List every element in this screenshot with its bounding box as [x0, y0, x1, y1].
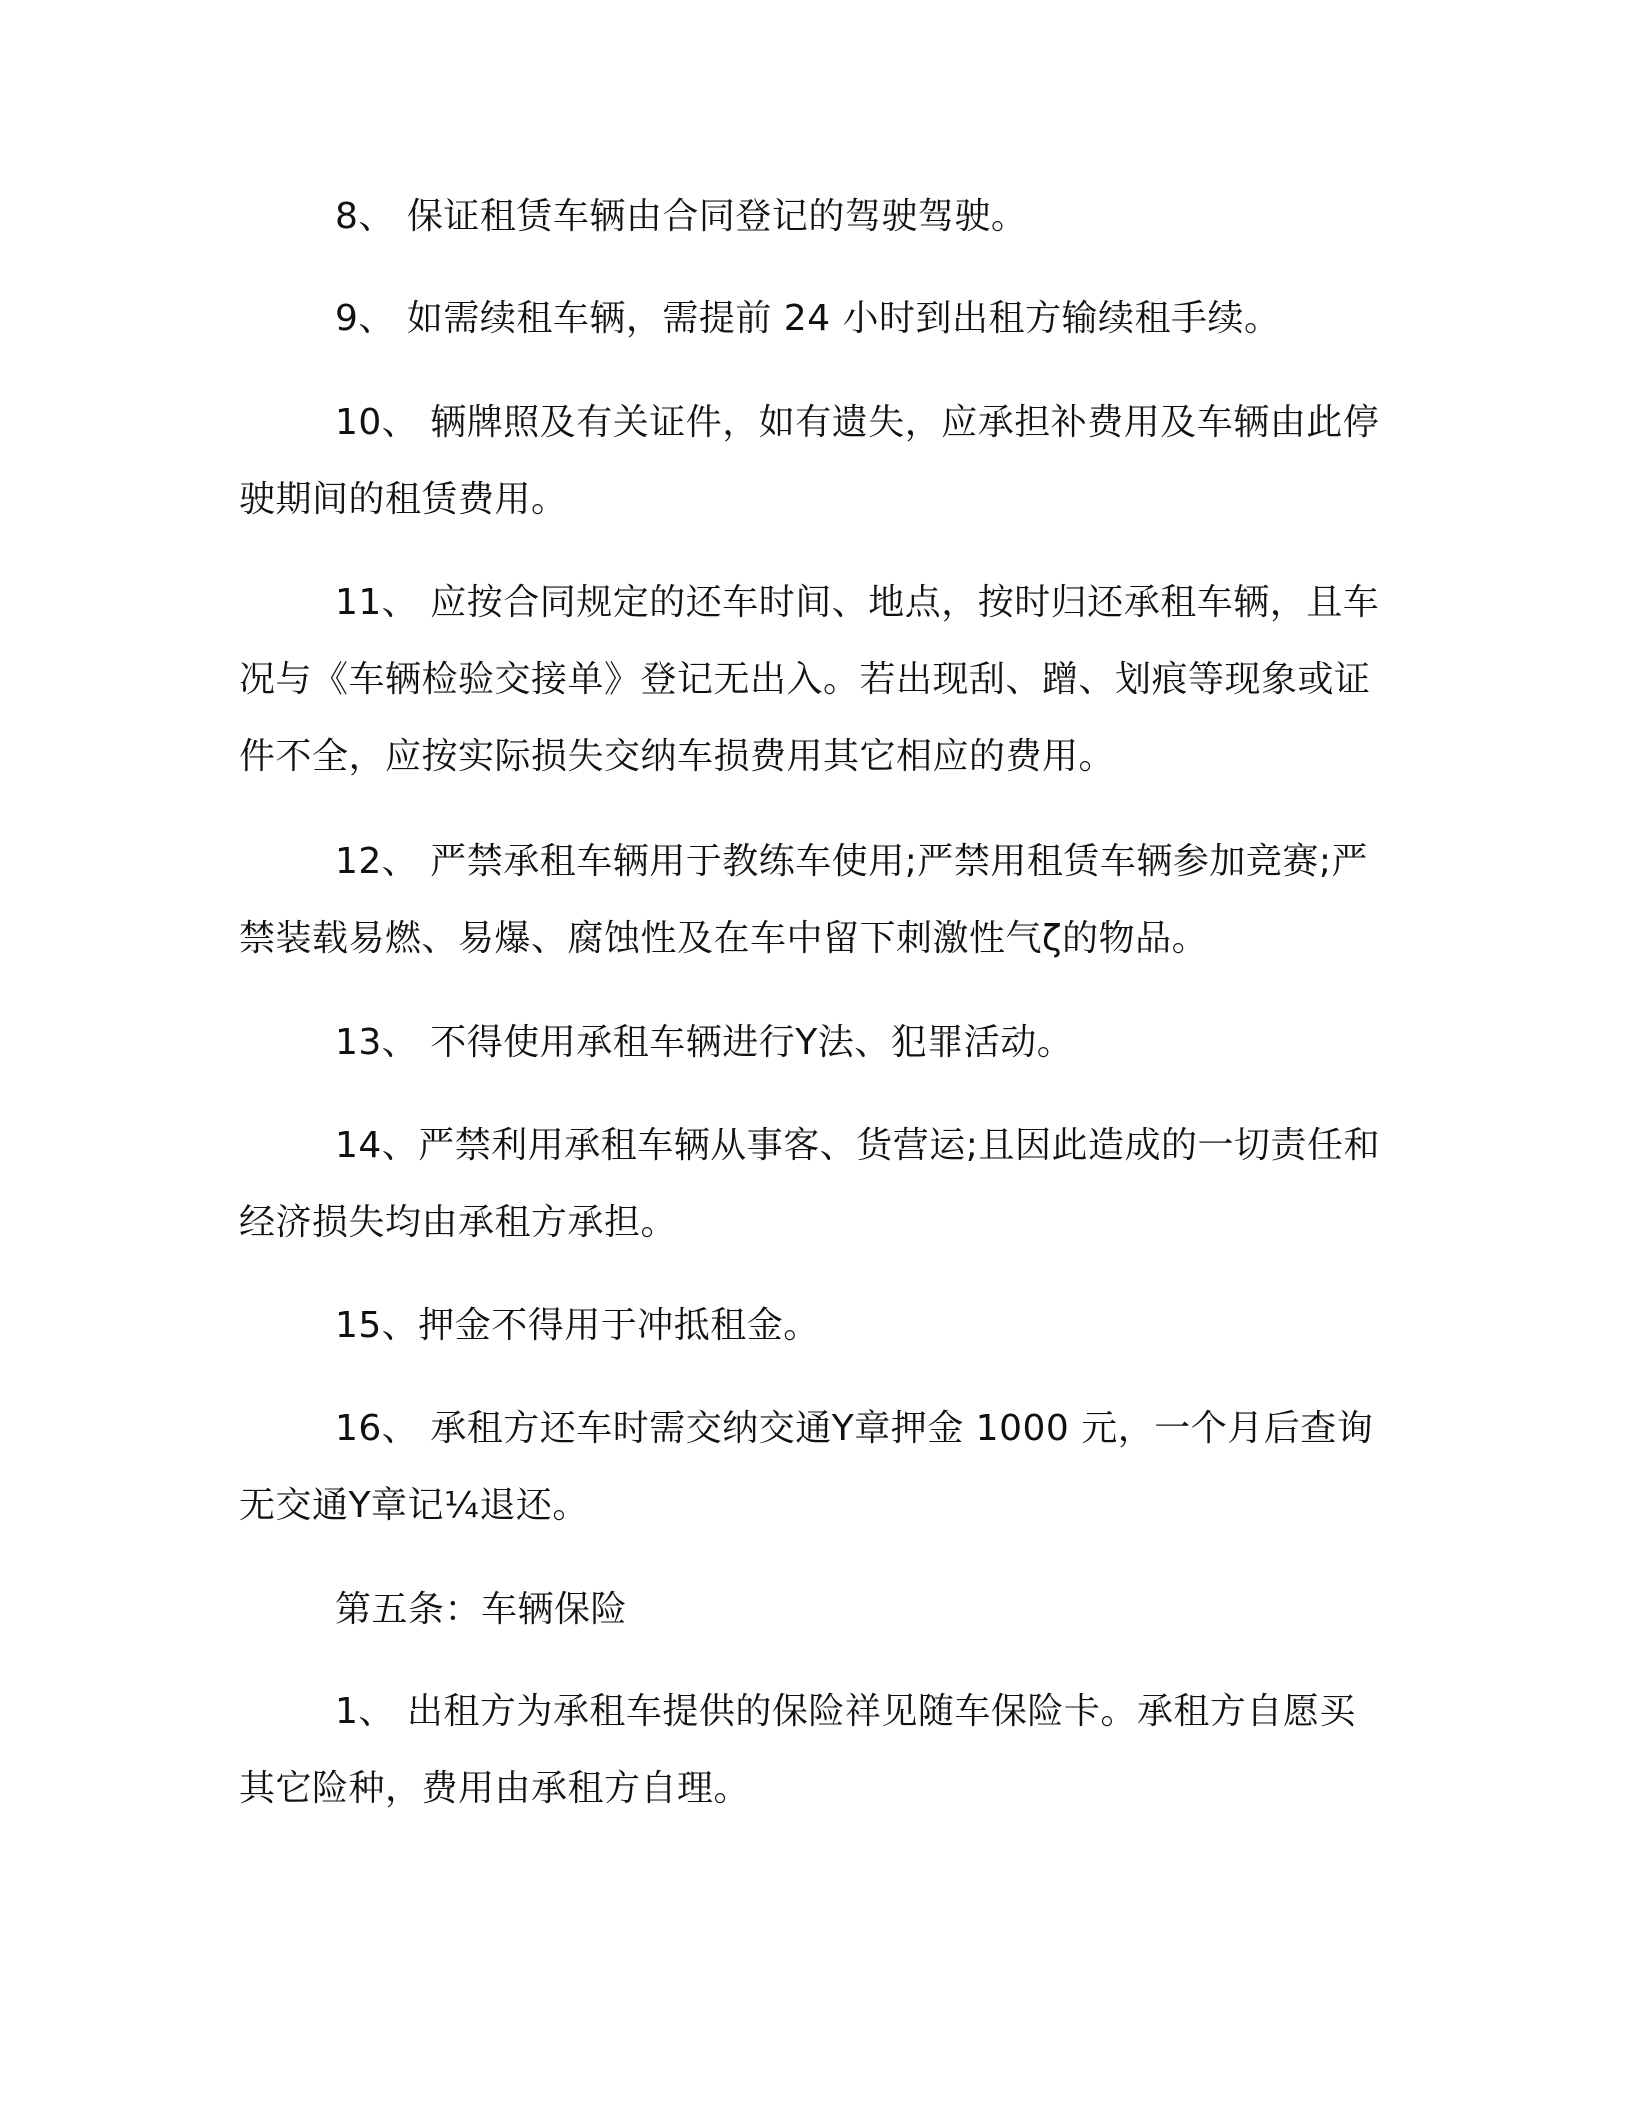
clause-12: 12、 严禁承租车辆用于教练车使用;严禁用租赁车辆参加竞赛;严禁装载易燃、易爆、腐蚀性及在车中留下刺激性气ζ的物品。: [239, 841, 1369, 959]
insurance-clause-1: 1、 出租方为承租车提供的保险祥见随车保险卡。承租方自愿买其它险种，费用由承租方自理。: [239, 1691, 1356, 1809]
section-heading-article-5: 第五条：车辆保险: [335, 1589, 628, 1630]
clause-10: 10、 辆牌照及有关证件，如有遗失，应承担补费用及车辆由此停驶期间的租赁费用。: [239, 402, 1380, 520]
clause-9: 9、 如需续租车辆，需提前 24 小时到出租方输续租手续。: [335, 298, 1281, 339]
clause-16: 16、 承租方还车时需交纳交通Y章押金 1000 元，一个月后查询无交通Y章记¼退还。: [239, 1408, 1374, 1526]
clause-15: 15、押金不得用于冲抵租金。: [335, 1305, 820, 1346]
clause-8: 8、 保证租赁车辆由合同登记的驾驶驾驶。: [335, 196, 1028, 237]
clause-14: 14、严禁利用承租车辆从事客、货营运;且因此造成的一切责任和经济损失均由承租方承担。: [239, 1125, 1380, 1243]
clause-13: 13、 不得使用承租车辆进行Y法、犯罪活动。: [335, 1022, 1074, 1063]
clause-11: 11、 应按合同规定的还车时间、地点，按时归还承租车辆，且车况与《车辆检验交接单》登记无出入。若出现刮、蹭、划痕等现象或证件不全，应按实际损失交纳车损费用其它相应的费用。: [239, 582, 1380, 777]
